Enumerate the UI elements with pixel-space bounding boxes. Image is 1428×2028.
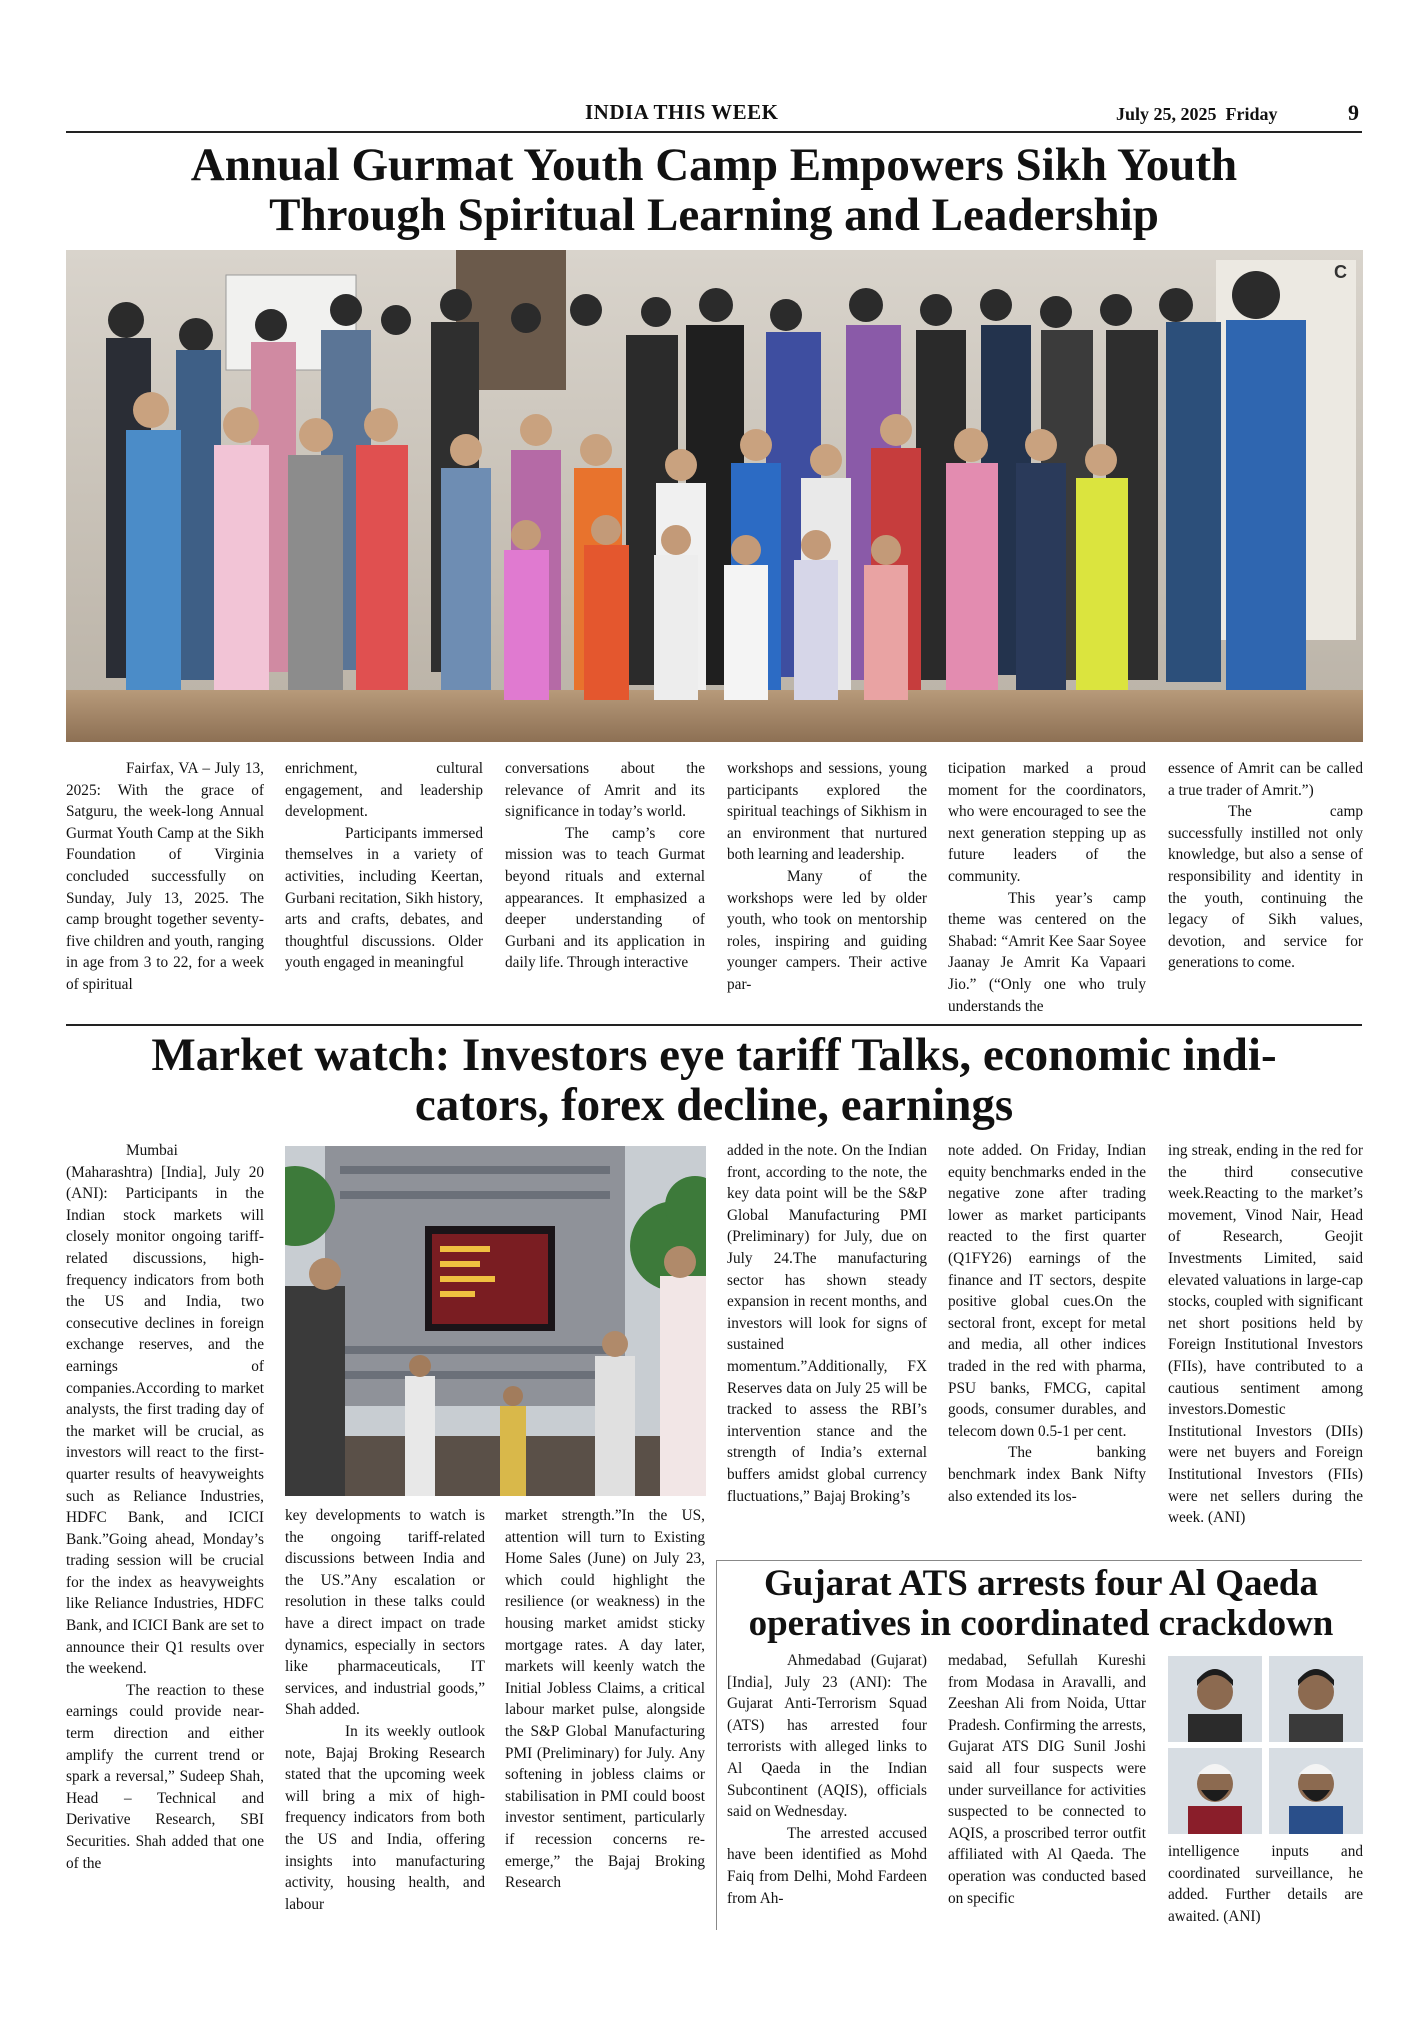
article1-column-3	[505, 758, 705, 1020]
article1-col5-para-1: ticipation marked a proud moment for the coordinators, who were encouraged to see the next generation stepping up as future leaders of the community.	[948, 760, 1146, 885]
article1-column-2	[285, 758, 483, 1020]
article1-col6-para-1: essence of Amrit can be called a true trader of Amrit.”)	[1168, 760, 1363, 799]
photo-corner-label: C	[1334, 262, 1347, 282]
article1-col6-para-2: The camp successfully instilled not only knowledge, but also a sense of responsibility and identity in the youth, continuing the legacy of Sikh values, devotion, and service for generations to come.	[1168, 803, 1363, 972]
article1-col3-para-2: The camp’s core mission was to teach Gurmat beyond rituals and external appearances. It emphasized a deeper understanding of Gurbani and its application in daily life. Through interactive	[505, 824, 705, 972]
article2-column-5	[948, 1140, 1146, 1550]
article2-col2-para-1: key developments to watch is the ongoing tariff-related discussions between India and the US.”Any escalation or resolution in these talks could have a direct impact on trade dynamics, especially in sectors like pharmaceuticals, IT services, and industrial goods,” Shah added.	[285, 1507, 485, 1719]
article1-column-6	[1168, 758, 1363, 1020]
article1-col4-para-2: Many of the workshops were led by older youth, who took on mentorship roles, inspiring and guiding younger campers. Their active par-	[727, 867, 927, 993]
article2-col6-para-1: ing streak, ending in the red for the third consecutive week.Reacting to the market’s movement, Vinod Nair, Head of Research, Geojit Investments Limited, said elevated valuations in large-cap stocks, coupled with significant net short positions held by Foreign Institutional Investors (FIIs), have contributed to a cautious sentiment among investors.Domestic Institutional Investors (DIIs) were net buyers and Foreign Institutional Investors (FIIs) were net sellers during the week. (ANI)	[1168, 1142, 1363, 1527]
article2-headline-line1: Market watch: Investors eye tariff Talks, economic indi-	[151, 1029, 1277, 1081]
article1-headline-line1: Annual Gurmat Youth Camp Empowers Sikh Youth	[190, 139, 1238, 191]
article2-column-4	[727, 1140, 927, 1550]
article3-column-3	[1168, 1841, 1363, 1930]
camp-group-photo	[66, 250, 1363, 742]
article1-headline	[66, 140, 1362, 240]
article2-column-6	[1168, 1140, 1363, 1550]
article3-col1-para-1: Ahmedabad (Gujarat) [India], July 23 (ANI): The Gujarat Anti-Terrorism Squad (ATS) has arrested four terrorists with alleged links to Al Qaeda in the Indian Subcontinent (AQIS), officials said on Wednesday.	[727, 1652, 927, 1821]
article1-col4-para-1: workshops and sessions, young participants explored the spiritual teachings of Sikhism in an environment that nurtured both learning and leadership.	[727, 760, 927, 864]
article2-col1-para-2: The reaction to these earnings could provide near-term direction and either amplify the current trend or spark a reversal,” Sudeep Shah, Head – Technical and Derivative Research, SBI Securities. Shah added that one of the	[66, 1681, 264, 1872]
article3-headline-line2: operatives in coordinated crackdown	[748, 1603, 1334, 1644]
issue-date: July 25, 2025 Friday	[1116, 104, 1278, 124]
article3-top-rule	[716, 1560, 1362, 1561]
article2-col5-para-1: note added. On Friday, Indian equity benchmarks ended in the negative zone after trading lower as market participants reacted to the first quarter (Q1FY26) earnings of the finance and IT sectors, despite positive global cues.On the sectoral front, except for metal and media, all other indices traded in the red with pharma, PSU banks, FMCG, capital goods, consumer durables, and telecom down 0.5-1 per cent.	[948, 1142, 1146, 1440]
article2-column-3	[505, 1505, 705, 1930]
article3-column-1	[727, 1650, 927, 1930]
article2-col2-para-2: In its weekly outlook note, Bajaj Broking Research stated that the upcoming week will bring a mix of high-frequency indicators from both the US and India, offering insights into manufacturing activity, housing health, and labour	[285, 1722, 485, 1913]
article2-headline	[66, 1030, 1362, 1130]
suspects-photo-grid	[1168, 1656, 1363, 1834]
article1-col2-para-2: Participants immersed themselves in a variety of activities, including Keertan, Gurbani recitation, Sikh history, arts and crafts, debates, and thoughtful discussions. Older youth engaged in meaningful	[285, 824, 483, 972]
article1-column-1	[66, 758, 264, 1020]
article1-col3-para-1: conversations about the relevance of Amrit and its significance in today’s world.	[505, 760, 705, 821]
article1-col5-para-2: This year’s camp theme was centered on the Shabad: “Amrit Kee Saar Soyee Jaanay Je Amrit Ka Vapaari Jio.” (“Only one who truly understands the	[948, 889, 1146, 1015]
article3-column-2	[948, 1650, 1146, 1930]
article2-col1-para-1: Mumbai (Maharashtra) [India], July 20 (ANI): Participants in the Indian stock markets will closely monitor ongoing tariff-related discussions, high-frequency indicators from both the US and India, two consecutive declines in foreign exchange reserves, and the earnings of companies.According to market analysts, the first trading day of the market will be crucial, as investors will react to the first-quarter results of heavyweights such as Reliance Industries, HDFC Bank, and ICICI Bank.”Going ahead, Monday’s trading session will be crucial for the index as heavyweights like Reliance Industries, HDFC Bank, and ICICI Bank are set to announce their Q1 results over the weekend.	[66, 1142, 264, 1678]
article1-col2-para-1: enrichment, cultural engagement, and leadership development.	[285, 760, 483, 821]
article2-column-1	[66, 1140, 264, 1930]
article3-col1-para-2: The arrested accused have been identified as Mohd Faiq from Delhi, Mohd Fardeen from Ah-	[727, 1824, 927, 1907]
masthead-rule	[66, 131, 1362, 133]
article2-col5-para-2: The banking benchmark index Bank Nifty also extended its los-	[948, 1444, 1146, 1505]
article1-column-4	[727, 758, 927, 1020]
article3-col2-para-1: medabad, Sefullah Kureshi from Modasa in Aravalli, and Zeeshan Ali from Noida, Uttar Pradesh. Confirming the arrests, Gujarat ATS DIG Sunil Joshi said all four suspects were under surveillance for activities suspected to be connected to AQIS, a proscribed terror outfit affiliated with Al Qaeda. The operation was conducted based on specific	[948, 1652, 1146, 1907]
article3-left-rule	[716, 1560, 717, 1930]
article1-bottom-rule	[66, 1024, 1362, 1026]
article3-headline-line1: Gujarat ATS arrests four Al Qaeda	[764, 1563, 1318, 1604]
article2-col4-para-1: added in the note. On the Indian front, according to the note, the key data point will be the S&P Global Manufacturing PMI (Preliminary) for July, due on July 24.The manufacturing sector has shown steady expansion in recent months, and investors will look for signs of sustained momentum.”Additionally, FX Reserves data on July 25 will be tracked to assess the RBI’s intervention stance and the strength of India’s external buffers amidst global currency fluctuations,” Bajaj Broking’s	[727, 1142, 927, 1505]
camp-group-illustration	[66, 250, 1363, 742]
article3-headline	[720, 1564, 1362, 1644]
article1-column-5	[948, 758, 1146, 1020]
article2-column-2	[285, 1505, 485, 1930]
article1-headline-line2: Through Spiritual Learning and Leadership	[269, 189, 1159, 241]
article2-headline-line2: cators, forex decline, earnings	[414, 1079, 1014, 1131]
page-number: 9	[1348, 100, 1359, 125]
stock-exchange-photo	[285, 1146, 706, 1496]
stock-exchange-illustration	[285, 1146, 706, 1496]
section-title: INDIA THIS WEEK	[585, 100, 779, 124]
article2-col3-para-1: market strength.”In the US, attention will turn to Existing Home Sales (June) on July 23, which could highlight the resilience (or weakness) in the housing market amidst sticky mortgage rates. A day later, markets will keenly watch the Initial Jobless Claims, a critical labour market pulse, alongside the S&P Global Manufacturing PMI (Preliminary) for July. Any softening in jobless claims or stabilisation in PMI could boost investor sentiment, particularly if recession concerns re-emerge,” the Bajaj Broking Research	[505, 1507, 705, 1892]
article3-col3-para-1: intelligence inputs and coordinated surveillance, he added. Further details are awaited. (ANI)	[1168, 1843, 1363, 1925]
article1-col1-para-1: Fairfax, VA – July 13, 2025: With the grace of Satguru, the week-long Annual Gurmat Youth Camp at the Sikh Foundation of Virginia concluded successfully on Sunday, July 13, 2025. The camp brought together seventy-five children and youth, ranging in age from 3 to 22, for a week of spiritual	[66, 760, 264, 993]
suspects-portraits	[1168, 1656, 1363, 1834]
